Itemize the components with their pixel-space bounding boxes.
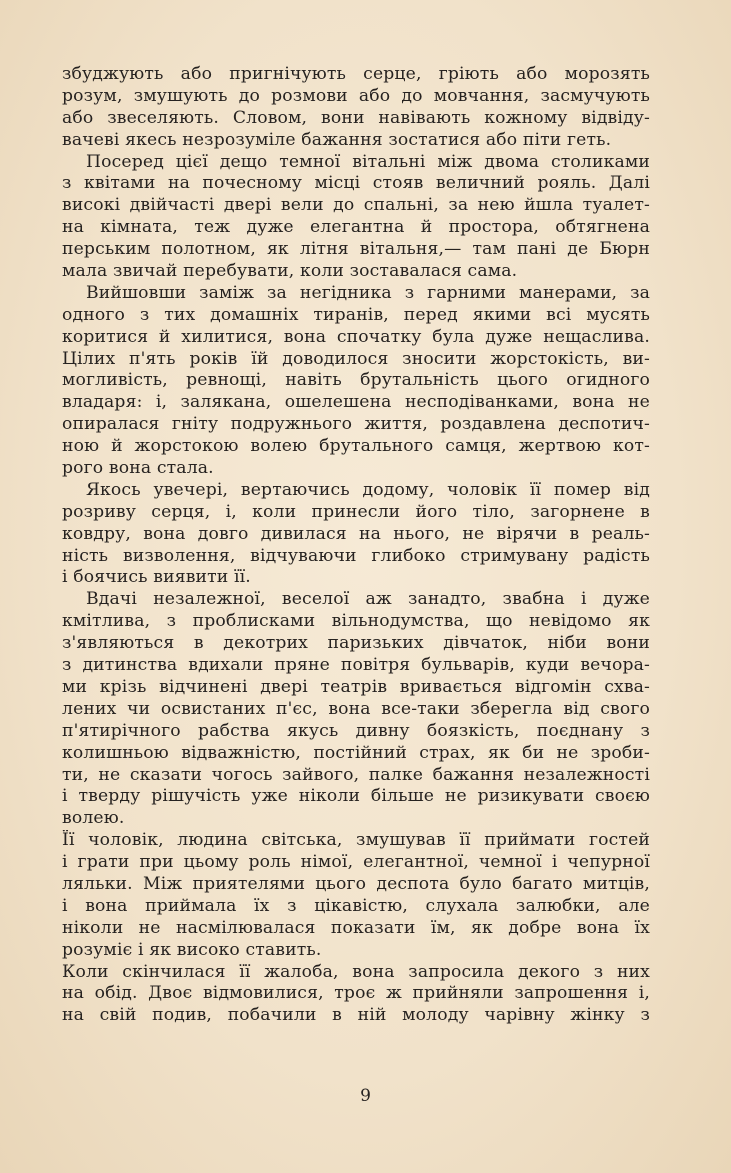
text-line: ною й жорстокою волею брутального самця, жертвою кот- bbox=[62, 436, 650, 457]
text-line: владаря: і, залякана, ошелешена несподіванками, вона не bbox=[62, 392, 650, 413]
text-line: ляльки. Між приятелями цього деспота було багато митців, bbox=[62, 873, 650, 894]
text-line: Посеред цієї дещо темної вітальні між двома столиками bbox=[86, 151, 650, 172]
text-line: ковдру, вона довго дивилася на нього, не вірячи в реаль- bbox=[62, 523, 650, 544]
text-line: коритися й хилитися, вона спочатку була дуже нещаслива. bbox=[62, 326, 650, 347]
text-line: Якось увечері, вертаючись додому, чоловік її помер від bbox=[86, 479, 650, 500]
text-line: одного з тих домашніх тиранів, перед якими всі мусять bbox=[62, 304, 650, 325]
body-text bbox=[62, 64, 650, 1027]
text-line: і тверду рішучість уже ніколи більше не ризикувати своєю bbox=[62, 786, 650, 807]
text-line: мала звичай перебувати, коли зоставалася сама. bbox=[62, 261, 518, 282]
text-line: вачеві якесь незрозуміле бажання зостатися або піти геть. bbox=[62, 129, 612, 150]
text-line: і боячись виявити її. bbox=[62, 567, 251, 588]
text-line: могливість, ревнощі, навіть брутальність цього огидного bbox=[62, 370, 650, 391]
text-line: або звеселяють. Словом, вони навівають кожному відвіду- bbox=[62, 107, 650, 128]
text-line: лених чи освистаних п'єс, вона все-таки зберегла від свого bbox=[62, 698, 650, 719]
text-line: з квітами на почесному місці стояв величний рояль. Далі bbox=[62, 173, 650, 194]
text-line: рого вона стала. bbox=[62, 458, 214, 479]
page-number: 9 bbox=[360, 1086, 371, 1106]
text-line: розум, змушують до розмови або до мовчання, засмучують bbox=[62, 85, 650, 106]
text-line: ність визволення, відчуваючи глибоко стримувану радість bbox=[62, 545, 650, 566]
text-line: Цілих п'ять років їй доводилося зносити жорстокість, ви- bbox=[62, 348, 650, 369]
text-line: кмітлива, з проблисками вільнодумства, що невідомо як bbox=[62, 611, 650, 632]
text-line: перським полотном, як літня вітальня,— там пані де Бюрн bbox=[62, 239, 650, 260]
text-line: п'ятирічного рабства якусь дивну боязкість, поєднану з bbox=[62, 720, 650, 741]
text-line: опиралася гніту подружнього життя, роздавлена деспотич- bbox=[62, 414, 650, 435]
text-line: збуджують або пригнічують серце, гріють або морозять bbox=[62, 64, 650, 84]
text-line: ти, не сказати чогось зайвого, палке бажання незалежності bbox=[62, 764, 650, 785]
text-line: колишньою відважністю, постійний страх, як би не зроби- bbox=[62, 742, 650, 763]
text-line: розриву серця, і, коли принесли його тіло, загорнене в bbox=[62, 501, 650, 522]
text-line: Вийшовши заміж за негідника з гарними манерами, за bbox=[86, 282, 650, 303]
text-line: розуміє і як високо ставить. bbox=[62, 939, 322, 960]
text-line: і грати при цьому роль німої, елегантної, чемної і чепурної bbox=[62, 852, 650, 873]
text-line: на кімната, теж дуже елегантна й простора, обтягнена bbox=[62, 217, 650, 238]
text-line: з дитинства вдихали пряне повітря бульварів, куди вечора- bbox=[62, 655, 650, 676]
text-line: на обід. Двоє відмовилися, троє ж прийняли запрошення і, bbox=[62, 983, 650, 1004]
text-line: Вдачі незалежної, веселої аж занадто, звабна і дуже bbox=[86, 589, 650, 610]
text-line: з'являються в декотрих паризьких дівчаток, ніби вони bbox=[62, 633, 650, 654]
text-line: на свій подив, побачили в ній молоду чарівну жінку з bbox=[62, 1005, 650, 1026]
text-line: високі двійчасті двері вели до спальні, за нею йшла туалет- bbox=[62, 195, 650, 216]
text-line: волею. bbox=[62, 808, 125, 829]
text-line: і вона приймала їх з цікавістю, слухала залюбки, але bbox=[62, 895, 650, 916]
text-line: Її чоловік, людина світська, змушував її приймати гостей bbox=[62, 830, 650, 851]
text-line: ніколи не насмілювалася показати їм, як добре вона їх bbox=[62, 917, 650, 938]
text-line: Коли скінчилася її жалоба, вона запросила декого з них bbox=[62, 961, 650, 982]
text-line: ми крізь відчинені двері театрів вривається відгомін схва- bbox=[62, 676, 650, 697]
